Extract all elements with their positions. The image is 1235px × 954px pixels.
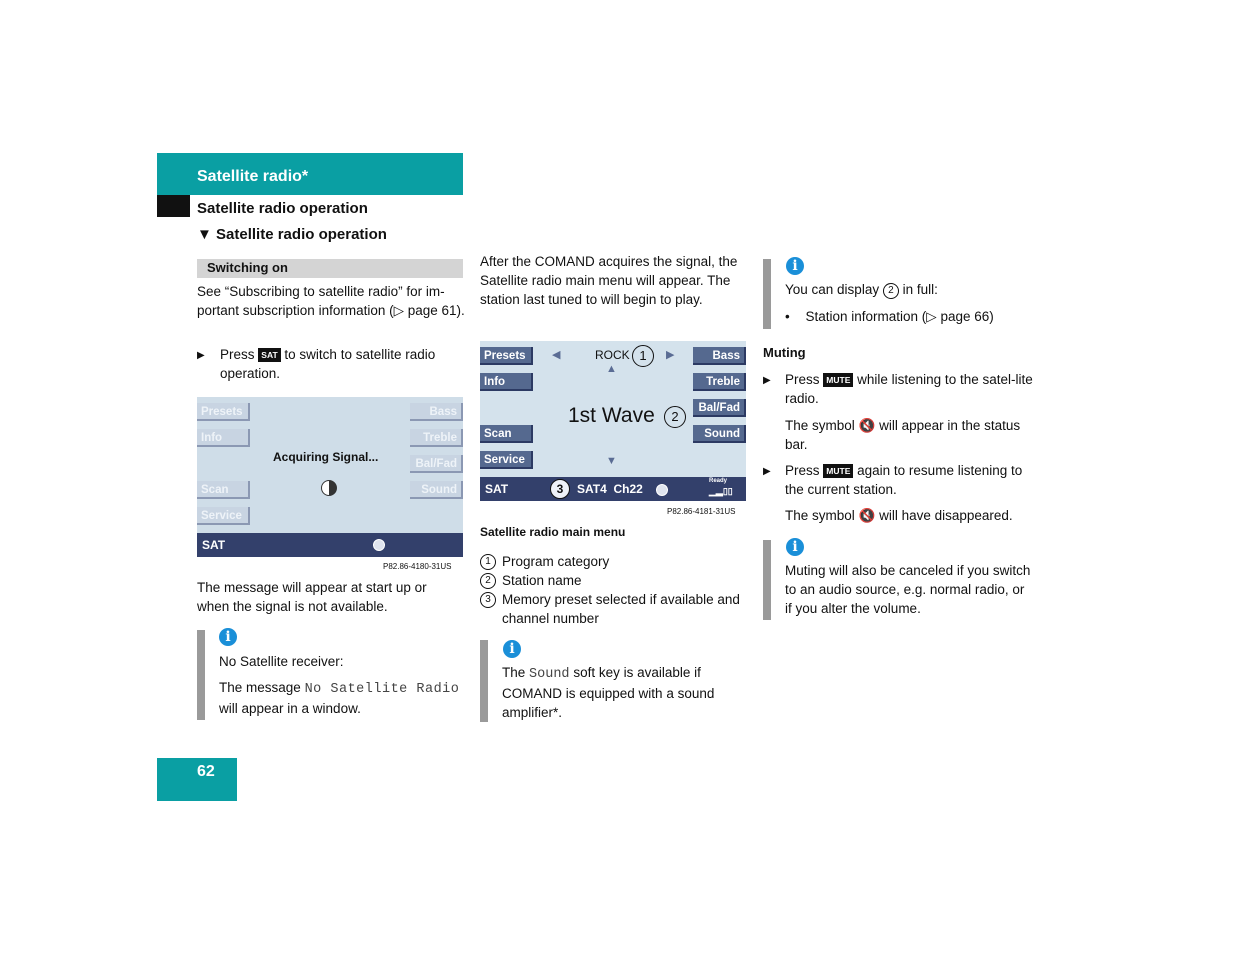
arrow-left-icon: ◀ (552, 349, 561, 361)
acquiring-message: Acquiring Signal... (273, 450, 379, 464)
info-text-part: in full: (902, 282, 938, 297)
intro-text: See “Subscribing to satellite radio” for im-portant subscription information (▷ page 61). (197, 284, 465, 318)
softkey-scan: Scan (197, 481, 250, 499)
softkey-presets: Presets (197, 403, 250, 421)
bullet-text: Station information (▷ page 66) (805, 309, 994, 324)
step-unmute (763, 461, 1033, 499)
info-bullet (785, 307, 1035, 326)
step-text: again to resume listening to the current station. (785, 463, 1023, 497)
step-arrow-icon: ▶ (763, 375, 771, 386)
signal-strength-icon: ▁▂▯▯ (709, 486, 733, 496)
info-title: No Satellite receiver: (219, 654, 344, 669)
bullet-icon: • (785, 309, 790, 324)
topic-title: Satellite radio operation (216, 226, 387, 243)
info-text-part: The (502, 665, 526, 680)
info-text (502, 663, 746, 722)
arrow-up-icon: ▲ (606, 363, 617, 375)
softkey-presets: Presets (480, 347, 533, 365)
loading-icon (321, 480, 337, 496)
info-bar (480, 640, 488, 722)
channel-label: SAT4 Ch22 (577, 482, 643, 496)
info-bar (763, 540, 771, 620)
info-icon: i (219, 628, 237, 646)
info-text-part: The message (219, 680, 301, 695)
callout-number: 1 (480, 554, 496, 570)
step-text: while listening to the satel-lite radio. (785, 372, 1033, 406)
callout-2-icon: 2 (664, 406, 686, 428)
step-text: to switch to satellite radio operation. (220, 347, 436, 381)
softkey-treble: Treble (410, 429, 463, 447)
callout-list (480, 552, 746, 628)
mute-key-icon: MUTE (823, 373, 853, 387)
step-arrow-icon: ▶ (197, 350, 205, 361)
info-text-part: will appear in a window. (219, 701, 361, 716)
page-number-box (157, 758, 237, 801)
softkey-scan: Scan (480, 425, 533, 443)
switching-on-heading-bar (197, 259, 463, 278)
callout-number: 3 (480, 592, 496, 608)
list-item (480, 571, 746, 590)
step-mute (763, 370, 1033, 408)
muting-heading: Muting (763, 345, 806, 360)
info-text-part: You can display (785, 282, 880, 297)
softkey-sound: Sound (410, 481, 463, 499)
station-name: 1st Wave (568, 404, 655, 427)
softkey-service: Service (480, 451, 533, 469)
softkey-balfad: Bal/Fad (410, 455, 463, 473)
arrow-right-icon: ▶ (666, 349, 675, 361)
page-number: 62 (197, 763, 215, 780)
image-code-2: P82.86-4181-31US (667, 507, 736, 516)
info-icon: i (786, 257, 804, 275)
triangle-down-icon: ▼ (197, 226, 212, 243)
acquiring-signal-screen (197, 397, 463, 557)
softkey-info: Info (480, 373, 533, 391)
info-bar (763, 259, 771, 329)
arrow-down-icon: ▼ (606, 455, 617, 467)
info-icon: i (786, 538, 804, 556)
softkey-info: Info (197, 429, 250, 447)
screen1-description: The message will appear at start up or when the signal is not available. (197, 580, 427, 614)
softkey-balfad: Bal/Fad (693, 399, 746, 417)
softkey-service: Service (197, 507, 250, 525)
step-switch-on (197, 345, 465, 383)
step-unmute-result: The symbol 🔇 will have disappeared. (785, 508, 1013, 523)
col2-intro: After the COMAND acquires the signal, the Satellite radio main menu will appear. The station last tuned to will begin to play. (480, 254, 738, 307)
callout-text: Memory preset selected if available and channel number (502, 592, 740, 626)
info-display-text (785, 280, 1035, 299)
section-marker (157, 195, 190, 217)
ready-label: Ready (709, 478, 728, 484)
category-label: ROCK (595, 348, 630, 362)
status-label: SAT (485, 482, 509, 496)
list-item (480, 552, 746, 571)
callout-text: Program category (502, 554, 610, 569)
section-title: Satellite radio* (197, 168, 309, 185)
callout-text: Station name (502, 573, 582, 588)
switching-on-heading: Switching on (207, 260, 288, 275)
satellite-main-menu-screen (480, 341, 746, 501)
softkey-treble: Treble (693, 373, 746, 391)
step-text: Press (785, 463, 820, 478)
disc-icon (656, 484, 668, 496)
callout-number: 2 (480, 573, 496, 589)
step-mute-result: The symbol 🔇 will appear in the status bar. (785, 418, 1021, 452)
softkey-name: Sound (529, 667, 570, 682)
status-bar (480, 477, 746, 501)
info-muting-text: Muting will also be canceled if you switch to an audio source, e.g. normal radio, or if you alter the volume. (785, 563, 1031, 616)
info-icon: i (503, 640, 521, 658)
image-code-1: P82.86-4180-31US (383, 562, 452, 571)
callout-1-icon: 1 (632, 345, 654, 367)
softkey-bass: Bass (693, 347, 746, 365)
softkey-sound: Sound (693, 425, 746, 443)
info-text-part: soft key is available if COMAND is equipped with a sound amplifier*. (502, 665, 715, 720)
list-item (480, 590, 746, 628)
step-text: Press (785, 372, 820, 387)
callout-number: 2 (883, 283, 899, 299)
info-text (219, 678, 467, 718)
topic-title-row (197, 226, 387, 243)
status-label: SAT (202, 538, 226, 552)
step-text: Press (220, 347, 255, 362)
sat-key-icon: SAT (258, 348, 280, 362)
info-bar (197, 630, 205, 720)
disc-icon (373, 539, 385, 551)
mute-key-icon: MUTE (823, 464, 853, 478)
softkey-bass: Bass (410, 403, 463, 421)
figure-caption: Satellite radio main menu (480, 525, 626, 539)
display-message: No Satellite Radio (304, 682, 460, 697)
step-arrow-icon: ▶ (763, 466, 771, 477)
status-bar (197, 533, 463, 557)
callout-3-icon: 3 (550, 479, 570, 499)
subsection-title: Satellite radio operation (197, 200, 368, 217)
